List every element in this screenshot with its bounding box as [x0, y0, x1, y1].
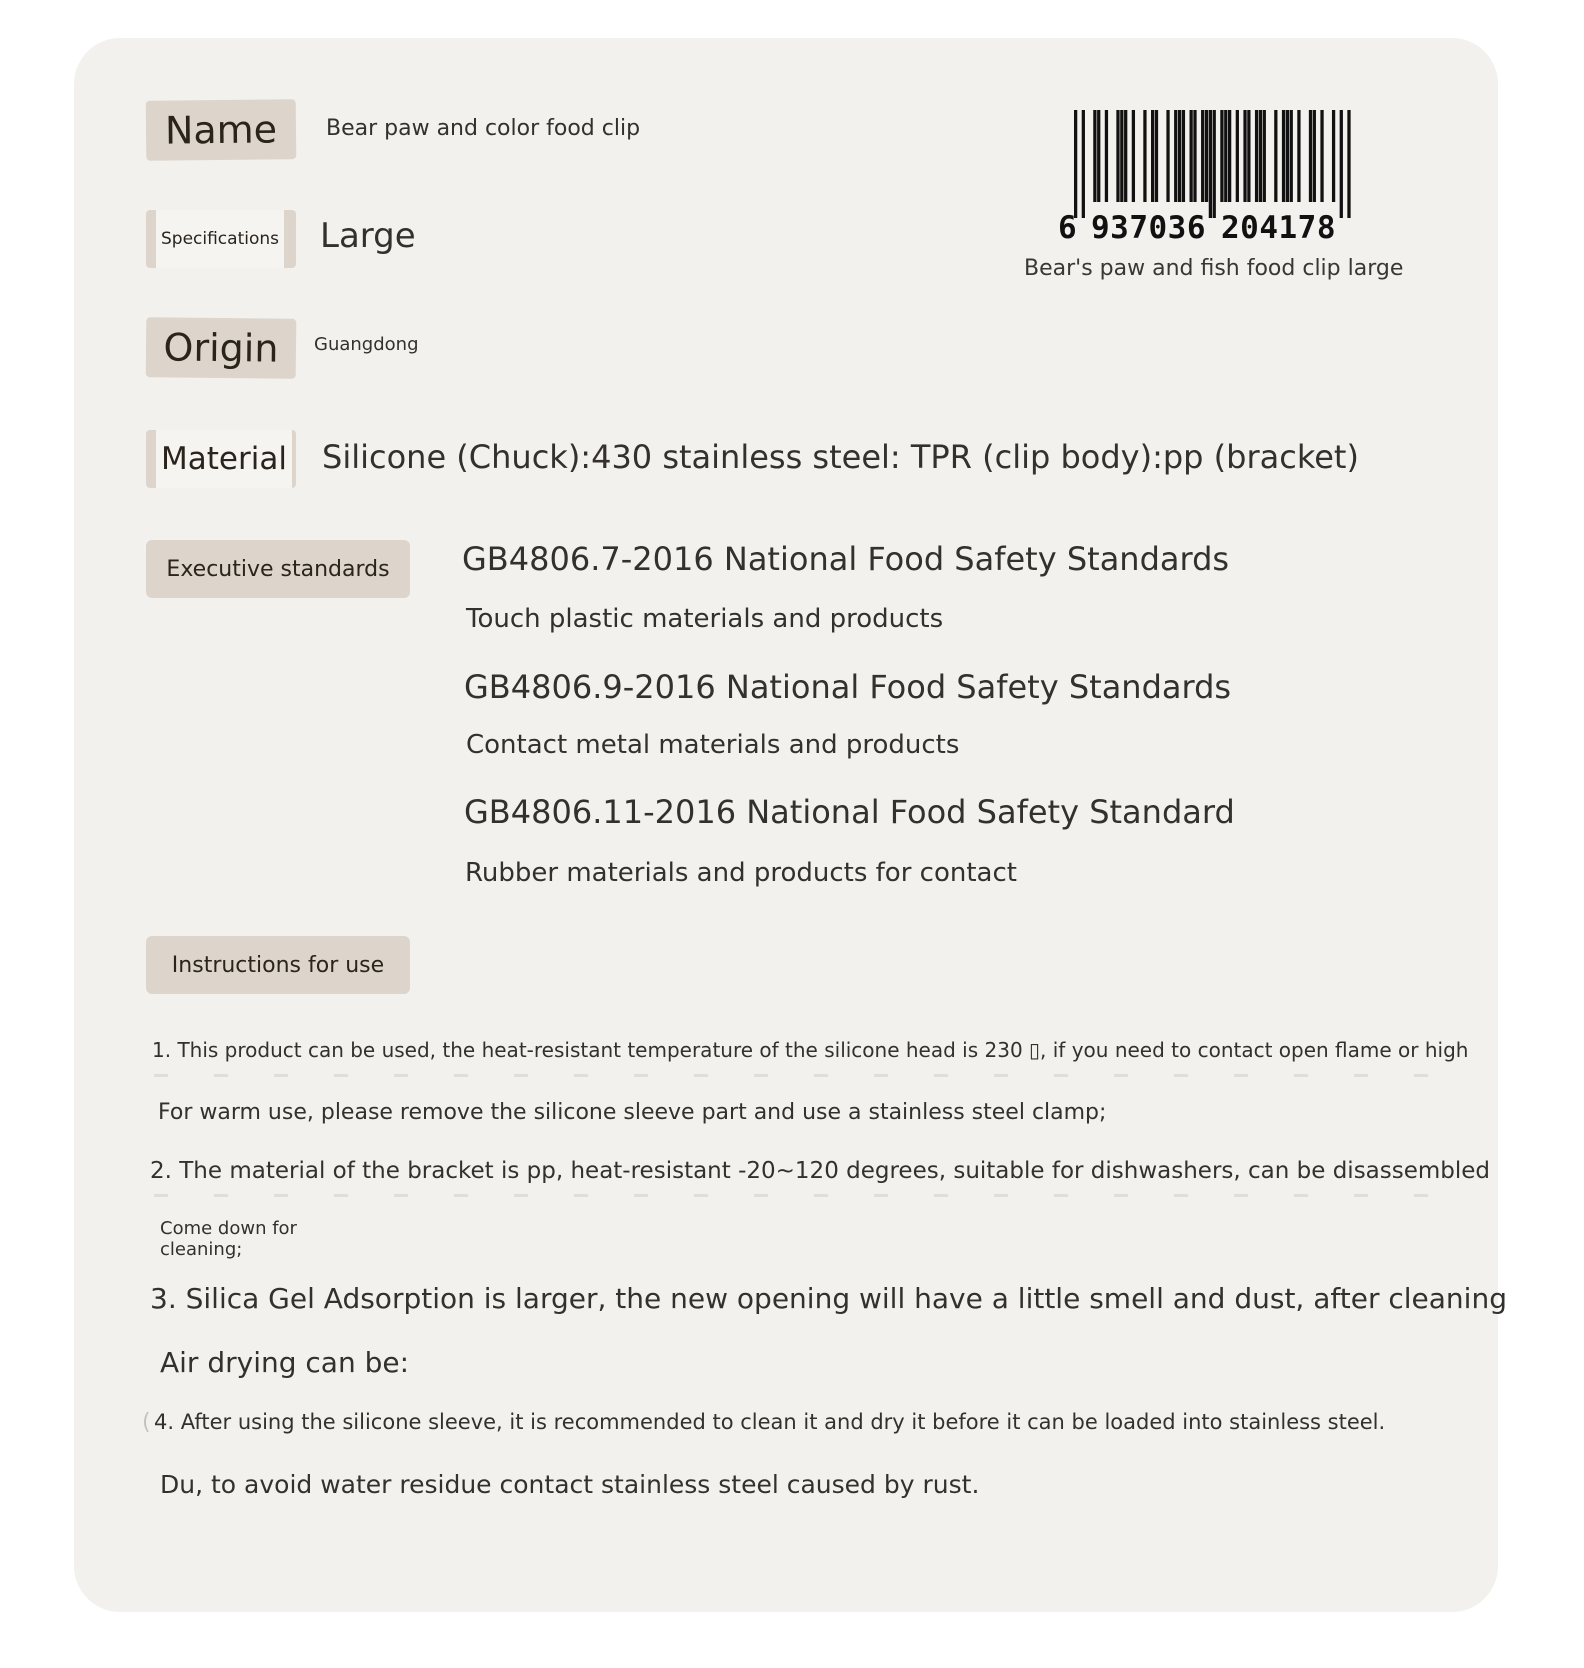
barcode-bar: [1213, 110, 1216, 218]
specifications-value: Large: [320, 216, 416, 256]
name-label: Name: [146, 99, 297, 161]
barcode-digits-right: 204178: [1221, 210, 1336, 240]
instruction-line: 2. The material of the bracket is pp, heat-resistant -20~120 degrees, suitable for dishwashers, can be disassembled: [150, 1158, 1491, 1184]
barcode-bar: [1313, 110, 1316, 202]
barcode-caption: Bear's paw and fish food clip large: [1024, 256, 1404, 281]
barcode-bar: [1182, 110, 1185, 202]
barcode-bar: [1093, 110, 1096, 202]
faint-divider: [154, 1074, 1444, 1077]
barcode-bar: [1259, 110, 1262, 202]
executive-standards-label: Executive standards: [146, 540, 410, 598]
barcode-bar: [1236, 110, 1239, 202]
barcode-bar: [1190, 110, 1193, 202]
instruction-line: For warm use, please remove the silicone sleeve part and use a stainless steel clamp;: [158, 1100, 1107, 1125]
instruction-line: 4. After using the silicone sleeve, it is recommended to clean it and dry it before it can be loaded into stainless steel.: [154, 1410, 1386, 1434]
standard-subtitle: Touch plastic materials and products: [466, 604, 944, 634]
barcode-bar: [1174, 110, 1177, 202]
name-value: Bear paw and color food clip: [326, 116, 641, 141]
barcode-bar: [1320, 110, 1323, 202]
barcode-bar: [1297, 110, 1300, 202]
barcode-bar: [1201, 110, 1204, 202]
barcode-bar: [1124, 110, 1127, 202]
decorative-mark: (: [142, 1410, 151, 1435]
barcode-bar: [1105, 110, 1108, 202]
instructions-label: Instructions for use: [146, 936, 410, 994]
barcode-bar: [1178, 110, 1181, 202]
barcode-bar: [1082, 110, 1085, 218]
barcode-bar: [1224, 110, 1227, 202]
product-info-card: [74, 38, 1507, 1612]
standard-title: GB4806.7-2016 National Food Safety Standards: [462, 540, 1230, 578]
instruction-line: Du, to avoid water residue contact stainless steel caused by rust.: [160, 1470, 980, 1499]
barcode-bar: [1132, 110, 1135, 202]
barcode-bar: [1286, 110, 1289, 202]
specifications-label: Specifications: [146, 210, 296, 268]
barcode-bar: [1143, 110, 1146, 202]
barcode-bar: [1116, 110, 1119, 202]
barcode-bar: [1282, 110, 1285, 202]
faint-divider: [154, 1194, 1464, 1197]
barcode-bar: [1120, 110, 1123, 202]
standard-title: GB4806.11-2016 National Food Safety Standard: [464, 793, 1235, 831]
barcode-bar: [1290, 110, 1293, 202]
barcode-bar: [1347, 110, 1350, 218]
barcode-bar: [1243, 110, 1246, 202]
barcode-bar: [1074, 110, 1077, 218]
origin-label: Origin: [146, 317, 297, 379]
standard-title: GB4806.9-2016 National Food Safety Standards: [464, 668, 1232, 706]
barcode-bar: [1193, 110, 1196, 202]
barcode-bar: [1247, 110, 1250, 202]
standard-subtitle: Contact metal materials and products: [466, 730, 960, 760]
barcode-digit-first: 6: [1058, 210, 1077, 240]
barcode-graphic: [1044, 110, 1374, 240]
barcode-bar: [1228, 110, 1231, 202]
barcode-bar: [1097, 110, 1100, 202]
barcode-bar: [1151, 110, 1154, 202]
standard-subtitle: Rubber materials and products for contact: [465, 858, 1017, 888]
barcode-bar: [1205, 110, 1208, 202]
barcode-bar: [1340, 110, 1343, 218]
material-value: Silicone (Chuck):430 stainless steel: TPR (clip body):pp (bracket): [322, 438, 1359, 476]
barcode-bar: [1166, 110, 1169, 202]
barcode-bar: [1209, 110, 1212, 218]
instruction-line: Come down for cleaning;: [160, 1218, 297, 1260]
barcode-bar: [1220, 110, 1223, 202]
barcode-digits-left: 937036: [1091, 210, 1206, 240]
barcode-bar: [1155, 110, 1158, 202]
material-label: Material: [146, 430, 296, 488]
barcode-bar: [1255, 110, 1258, 202]
barcode-bar: [1274, 110, 1277, 202]
barcode-bar: [1263, 110, 1266, 202]
origin-value: Guangdong: [314, 334, 419, 355]
barcode-bar: [1309, 110, 1312, 202]
instruction-line: 1. This product can be used, the heat-resistant temperature of the silicone head is 230 ▯, if you need to contact open flame or high: [152, 1038, 1469, 1062]
instruction-line: 3. Silica Gel Adsorption is larger, the new opening will have a little smell and dust, after cleaning: [150, 1282, 1507, 1315]
barcode: [1044, 110, 1374, 240]
instruction-line: Air drying can be:: [160, 1346, 410, 1379]
barcode-bar: [1332, 110, 1335, 202]
